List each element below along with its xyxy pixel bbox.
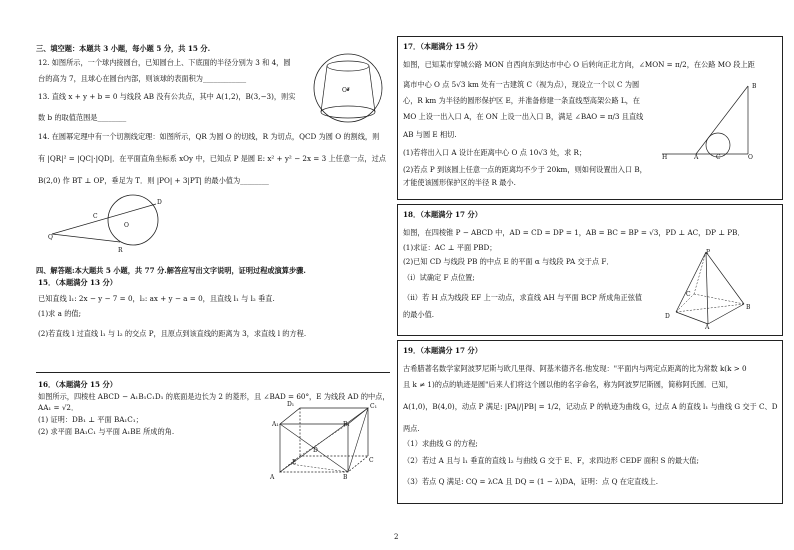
q18-part2: (2)已知 CD 与线段 PB 的中点 E 的平面 α 与线段 PA 交于点 F． <box>403 257 614 266</box>
q16-part1: (1) 证明：DB₁ ⊥ 平面 BA₁C₁； <box>38 415 143 424</box>
road-label-O: O <box>748 154 753 161</box>
q18-line1: 如图，在四棱锥 P − ABCD 中，AD = CD = DP = 1，AB = BC = BP = √3，PD ⊥ AC，DP ⊥ PB． <box>403 228 745 237</box>
pyr-label-A: A <box>705 324 710 331</box>
q18-part4b: 的最小值. <box>403 310 435 319</box>
q13-line2: 数 b 的取值范围是________ <box>38 113 127 122</box>
q15-part2: (2)若直线 l 过直线 l₁ 与 l₂ 的交点 P，且原点到该直线的距离为 3，求直线 l 的方程. <box>38 329 307 338</box>
q18-part4: （ⅱ）若 H 点为线段 EF 上一动点，求直线 AH 与平面 BCP 所成角正弦值 <box>403 293 643 302</box>
q17-line5: AB 与圆 E 相切. <box>403 130 457 139</box>
label-D: D <box>157 199 162 206</box>
q17-title: 17．（本题满分 15 分） <box>403 42 482 51</box>
prism-label-A: A <box>270 474 275 481</box>
q14-line1: 14. 在圆幂定理中有一个切割线定理：如图所示，QR 为圆 O 的切线，R 为切点，QCD 为圆 O 的割线，则 <box>38 132 380 141</box>
road-figure <box>662 82 762 162</box>
pyr-label-P: P <box>706 249 711 256</box>
q12-line1: 12. 如图所示，一个球内接圆台，已知圆台上、下底面的半径分别为 3 和 4，圆 <box>38 58 291 67</box>
pyr-label-D: D <box>665 313 670 320</box>
road-label-A: A <box>694 154 699 161</box>
q19-line3: A(1,0)，B(4,0)，动点 P 满足: |PA|/|PB| = 1/2，记动点 P 的轨迹为曲线 G，过点 A 的直线 l₁ 与曲线 G 交于 C、D <box>403 402 778 411</box>
prism-label-E: E <box>292 459 297 466</box>
q17-part2b: 才能使该圆形保护区的半径 R 最小. <box>403 178 516 187</box>
divider <box>36 372 390 373</box>
section4-title: 四、解答题:本大题共 5 小题，共 77 分.解答应写出文字说明，证明过程或演算步骤. <box>36 266 306 275</box>
q16-title: 16．（本题满分 15 分） <box>38 380 117 389</box>
q16-line1: 如图所示，四棱柱 ABCD − A₁B₁C₁D₁ 的底面是边长为 2 的菱形，且 ∠BAD = 60°，E 为线段 AD 的中点， <box>38 392 390 401</box>
pyr-label-B: B <box>746 304 751 311</box>
prism-label-C: C <box>369 457 374 464</box>
q17-line3: 心，R km 为半径的圆形保护区 E，并准备修建一条直线型高架公路 L，在 <box>403 96 640 105</box>
q19-part3: （3）若点 Q 满足: CQ = λCA 且 DQ = (1 − λ)DA，证明：点 Q 在定直线上. <box>403 477 659 486</box>
q14-line2: 有 |QR|² = |QC|·|QD|．在平面直角坐标系 xOy 中，已知点 P 是圆 E: x² + y² − 2x = 3 上任意一点，过点 <box>38 154 386 163</box>
q15-part1: (1)求 a 的值; <box>38 309 82 318</box>
label-R: R <box>118 247 123 254</box>
prism-label-B: B <box>343 474 348 481</box>
q19-line2: 且 k ≠ 1)的点的轨迹是圆"后来人们将这个圆以他的名字命名，称为阿波罗尼斯圆，简称阿氏圆．已知， <box>403 380 733 389</box>
q17-part2: (2)若点 P 到该圆上任意一点的距离均不少于 20km，则如何设置出入口 B， <box>403 165 647 174</box>
q13-line1: 13. 直线 x + y + b = 0 与线段 AB 没有公共点，其中 A(1,2)，B(3,−3)，则实 <box>38 92 296 101</box>
q17-line1: 如图，已知某市穿城公路 MON 自西向东到达市中心 O 后转向正北方向，∠MON = π/2，在公路 MO 段上距 <box>403 60 755 69</box>
q18-part1: (1)求证：AC ⊥ 平面 PBD； <box>403 243 497 252</box>
pyr-label-C: C <box>686 291 691 298</box>
q19-part2: （2）若过 A 且与 l₁ 垂直的直线 l₂ 与曲线 G 交于 E、F，求四边形 CEDF 面积 S 的最大值; <box>403 456 699 465</box>
section3-title: 三、填空题：本题共 3 小题，每小题 5 分，共 15 分. <box>36 44 211 53</box>
q15-line1: 已知直线 l₁: 2x − y − 7 = 0，l₂: ax + y − a = 0，且直线 l₁ 与 l₂ 垂直. <box>38 294 275 303</box>
road-label-C: C <box>716 154 721 161</box>
label-Q: Q <box>48 234 53 241</box>
prism-label-B1: B₁ <box>343 421 350 428</box>
q19-line1: 古希腊著名数学家阿波罗尼斯与欧几里得、阿基米德齐名.他发现："平面内与两定点距离的比为常数 k(k > 0 <box>403 364 747 373</box>
sphere-center-label: O* <box>342 87 350 94</box>
q19-title: 19．（本题满分 17 分） <box>403 346 482 355</box>
label-C: C <box>93 213 98 220</box>
q14-line3: B(2,0) 作 BT ⊥ OP，垂足为 T．则 |PO| + 3|PT| 的最小值为________ <box>38 176 269 185</box>
page-number: 2 <box>394 533 399 541</box>
pyramid-figure <box>672 250 752 328</box>
prism-label-A1: A₁ <box>272 421 279 428</box>
q17-part1: (1)若将出入口 A 设计在距离中心 O 点 10√3 处，求 R； <box>403 148 587 157</box>
prism-label-D1: D₁ <box>287 401 295 408</box>
prism-figure <box>268 398 378 480</box>
prism-label-C1: C₁ <box>370 403 377 410</box>
label-O: O <box>124 222 129 229</box>
road-label-B: B <box>752 83 757 90</box>
q16-part2: (2) 求平面 BA₁C₁ 与平面 A₁BE 所成的角. <box>38 427 175 436</box>
road-label-H: H <box>662 154 668 161</box>
q18-part3: （ⅰ）试确定 F 点位置; <box>403 273 475 282</box>
q17-line2: 离市中心 O 点 5√3 km 处有一古建筑 C（视为点），现设立一个以 C 为圆 <box>403 80 640 89</box>
q12-line2: 台的高为 7，且球心在圆台内部，则该球的表面积为____________ <box>38 74 247 83</box>
q16-line2: AA₁ = √2． <box>38 403 79 412</box>
q18-title: 18．（本题满分 17 分） <box>403 210 482 219</box>
q17-line4: MO 上设一出入口 A，在 ON 上设一出入口 B，满足 ∠BAO = π/3 且直线 <box>403 112 644 121</box>
q19-part1: （1）求曲线 G 的方程; <box>403 439 478 448</box>
q19-line4: 两点. <box>403 424 420 433</box>
q15-title: 15．（本题满分 13 分） <box>38 278 117 287</box>
prism-label-D: D <box>313 447 318 454</box>
